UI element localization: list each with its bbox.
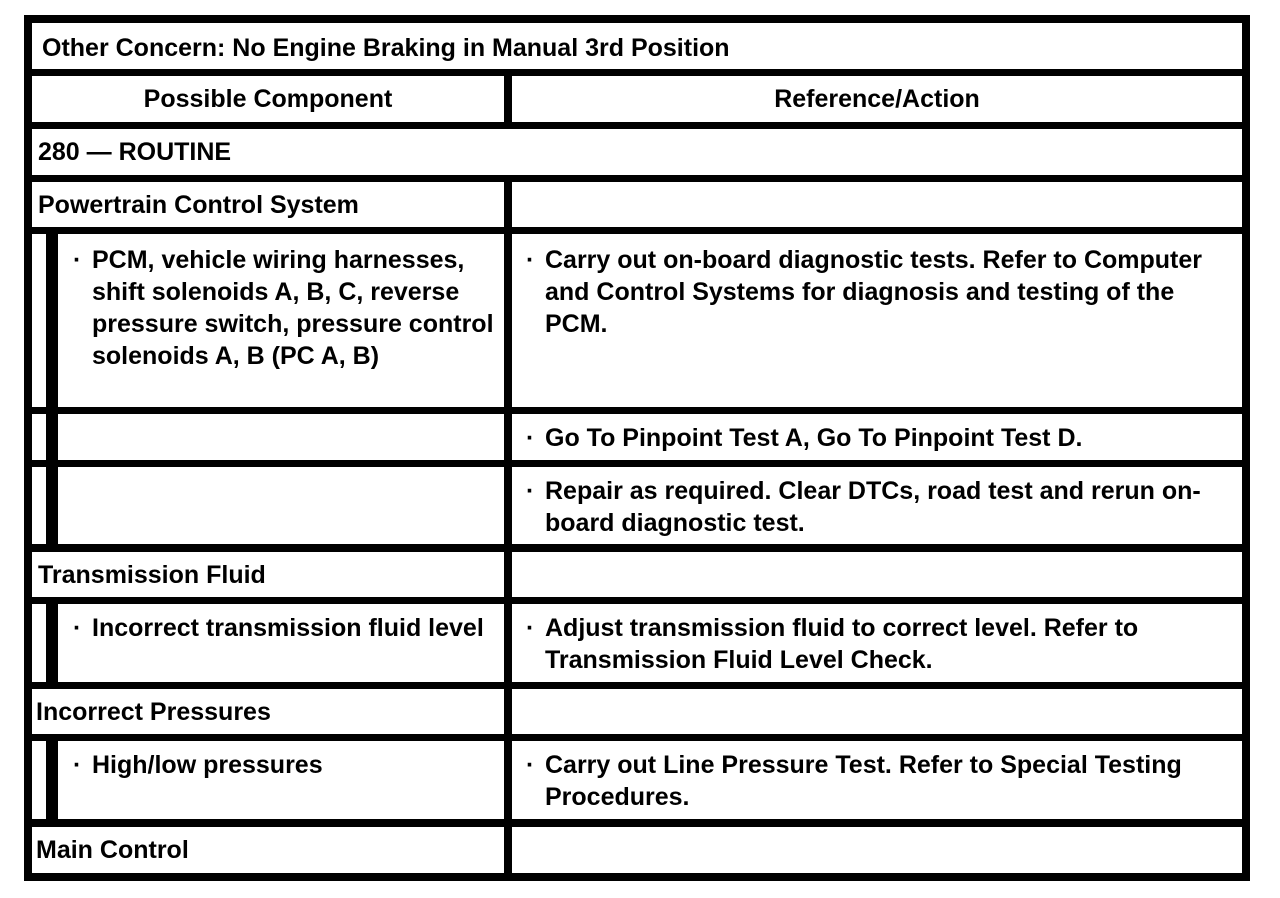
action-text: Go To Pinpoint Test A, Go To Pinpoint Test D. — [545, 424, 1083, 452]
bullet-marker: · — [73, 246, 82, 274]
bullet-marker: · — [526, 246, 535, 274]
action-cell — [512, 604, 1242, 682]
action-cell — [512, 741, 1242, 819]
table-title: Other Concern: No Engine Braking in Manual 3rd Position — [32, 23, 1242, 69]
component-cell — [58, 234, 504, 407]
component-text: Incorrect transmission fluid level — [92, 614, 484, 642]
bullet-marker: · — [73, 751, 82, 779]
action-cell — [512, 234, 1242, 407]
action-cell — [512, 467, 1242, 544]
indent-spacer — [32, 604, 46, 682]
action-text: Carry out on-board diagnostic tests. Refer to Computer and Control Systems for diagnosis and testing of the PCM. — [545, 246, 1203, 338]
component-text: PCM, vehicle wiring harnesses, shift solenoids A, B, C, reverse pressure switch, pressure control solenoids A, B (PC A, B) — [92, 246, 494, 370]
component-cell-empty — [58, 467, 504, 544]
component-cell — [58, 604, 504, 682]
action-text: Carry out Line Pressure Test. Refer to Special Testing Procedures. — [545, 751, 1182, 811]
indent-spacer — [32, 741, 46, 819]
component-text: High/low pressures — [92, 751, 323, 779]
section-action-empty — [512, 182, 1242, 227]
section-label-transmission-fluid: Transmission Fluid — [32, 552, 504, 597]
header-possible-component: Possible Component — [32, 76, 504, 122]
bullet-marker: · — [73, 614, 82, 642]
component-cell-empty — [58, 414, 504, 460]
indent-spacer — [32, 467, 46, 544]
section-label-incorrect-pressures: Incorrect Pressures — [32, 689, 504, 734]
action-cell — [512, 414, 1242, 460]
section-label-main-control: Main Control — [32, 827, 504, 873]
section-label-powertrain: Powertrain Control System — [32, 182, 504, 227]
action-text: Adjust transmission fluid to correct level. Refer to Transmission Fluid Level Check. — [545, 614, 1139, 674]
bullet-marker: · — [526, 424, 535, 452]
section-action-empty — [512, 552, 1242, 597]
bullet-marker: · — [526, 751, 535, 779]
indent-spacer — [32, 414, 46, 460]
action-text: Repair as required. Clear DTCs, road test and rerun on-board diagnostic test. — [545, 477, 1201, 537]
bullet-marker: · — [526, 614, 535, 642]
section-action-empty — [512, 827, 1242, 873]
section-action-empty — [512, 689, 1242, 734]
routine-row: 280 — ROUTINE — [32, 129, 1242, 175]
indent-spacer — [32, 234, 46, 407]
header-reference-action: Reference/Action — [512, 76, 1242, 122]
bullet-marker: · — [526, 477, 535, 505]
component-cell — [58, 741, 504, 819]
